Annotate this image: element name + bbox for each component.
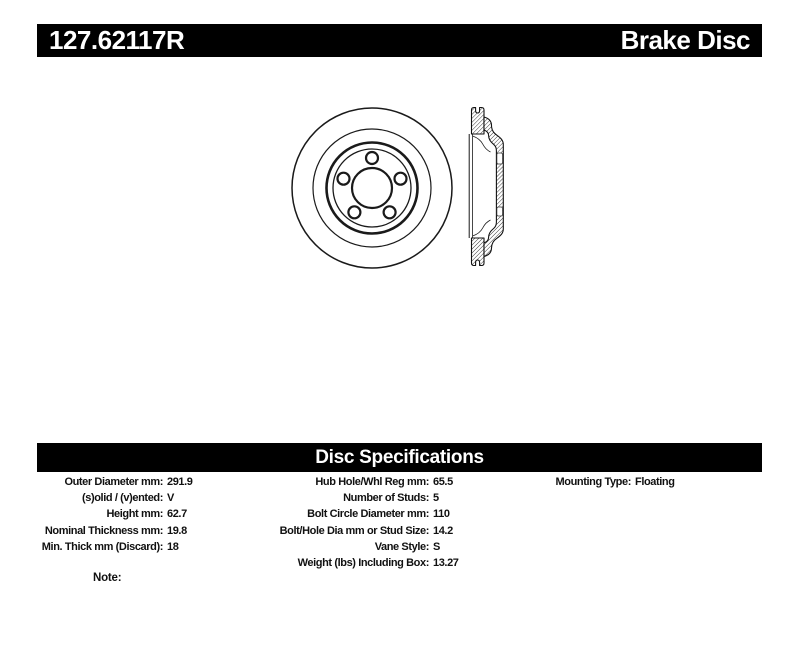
brake-disc-cross-section-icon — [469, 108, 503, 266]
spec-row — [37, 539, 279, 555]
spec-label: Nominal Thickness mm : — [37, 523, 163, 539]
spec-value: 62.7 — [167, 508, 187, 521]
spec-column-mounting — [539, 474, 762, 571]
spec-value: 110 — [433, 508, 450, 521]
note-label: Note: — [93, 572, 122, 584]
spec-label: Number of Studs : — [279, 490, 429, 506]
spec-row — [279, 506, 539, 522]
brake-disc-front-view-icon — [292, 108, 452, 268]
spec-row — [37, 523, 279, 539]
spec-value: 291.9 — [167, 476, 193, 488]
spec-title: Disc Specifications — [315, 446, 484, 468]
spec-label: Height mm : — [37, 506, 163, 522]
spec-column-dimensions — [37, 474, 279, 571]
spec-row — [37, 506, 279, 522]
spec-value: 14.2 — [433, 524, 453, 537]
spec-value: 65.5 — [433, 476, 453, 488]
spec-row — [279, 523, 539, 539]
spec-label: (s)olid / (v)ented : — [37, 490, 163, 506]
spec-value: 5 — [433, 492, 439, 505]
spec-row — [279, 490, 539, 506]
spec-value: 18 — [167, 540, 179, 553]
spec-row — [279, 474, 539, 490]
spec-value: 13.27 — [433, 557, 459, 570]
spec-value: S — [433, 540, 440, 553]
spec-row — [539, 474, 762, 490]
spec-label: Hub Hole/Whl Reg mm : — [279, 474, 429, 490]
spec-row — [279, 539, 539, 555]
spec-row — [37, 490, 279, 506]
product-title: Brake Disc — [620, 25, 750, 55]
spec-label: Mounting Type : — [539, 474, 631, 490]
spec-label: Bolt/Hole Dia mm or Stud Size : — [279, 523, 429, 539]
spec-label: Min. Thick mm (Discard) : — [37, 539, 163, 555]
spec-label: Vane Style : — [279, 539, 429, 555]
spec-value: Floating — [635, 476, 675, 488]
spec-label: Bolt Circle Diameter mm : — [279, 506, 429, 522]
spec-row — [279, 555, 539, 571]
spec-title-bar — [37, 443, 762, 472]
part-number: 127.62117R — [49, 25, 185, 55]
spec-row — [37, 474, 279, 490]
spec-label: Weight (lbs) Including Box : — [279, 555, 429, 571]
spec-value: V — [167, 492, 174, 505]
spec-table — [37, 474, 762, 571]
spec-label: Outer Diameter mm : — [37, 474, 163, 490]
spec-value: 19.8 — [167, 524, 187, 537]
spec-column-hub — [279, 474, 539, 571]
